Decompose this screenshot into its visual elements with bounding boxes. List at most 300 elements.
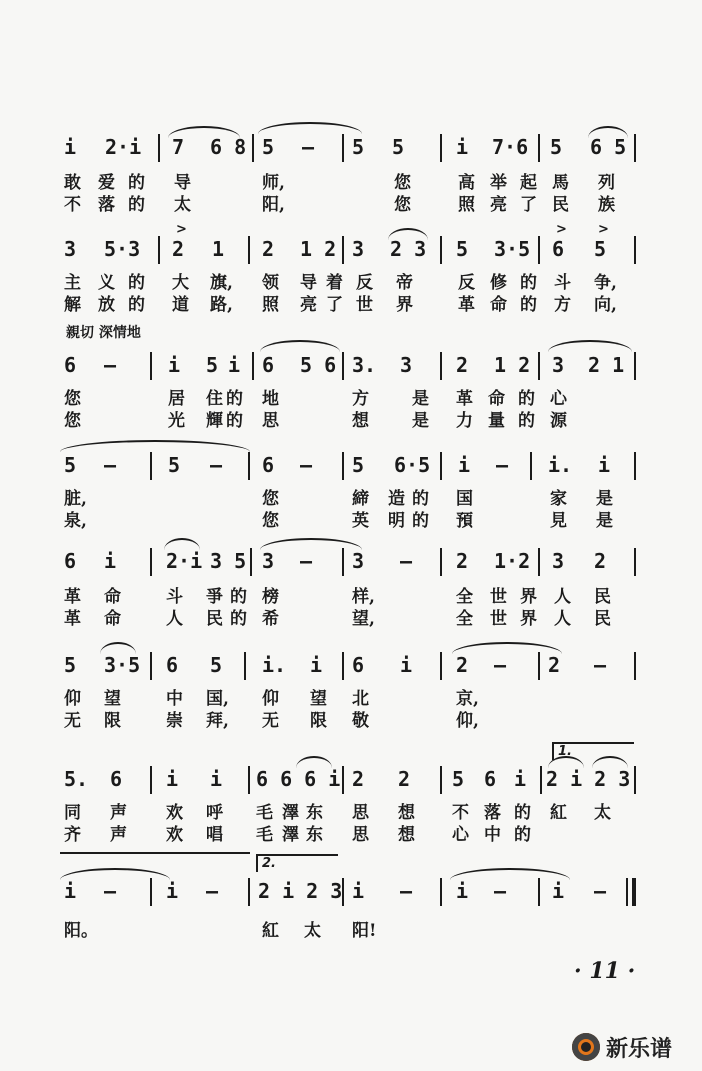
- note: –: [594, 653, 607, 677]
- lyric: 声: [110, 825, 127, 845]
- lyric: 呼: [206, 803, 223, 823]
- lyric: 家: [550, 489, 567, 509]
- barline: [634, 766, 636, 794]
- lyric: 地: [262, 389, 279, 409]
- slur: [388, 228, 428, 240]
- lyric: 世: [356, 295, 373, 315]
- barline: [342, 878, 344, 906]
- lyric: 革: [458, 295, 475, 315]
- lyric: 革: [64, 609, 81, 629]
- lyric: 太: [174, 195, 191, 215]
- lyric: 领: [262, 273, 279, 293]
- lyric: 的: [412, 511, 429, 531]
- lyric: 仰,: [456, 711, 479, 731]
- note: 2: [172, 237, 185, 261]
- lyric: 无: [262, 711, 279, 731]
- note: i: [228, 353, 241, 377]
- lyric: 落: [98, 195, 115, 215]
- barline: [150, 652, 152, 680]
- lyric: 北: [352, 689, 369, 709]
- lyric: 民: [594, 587, 611, 607]
- lyric: 源: [550, 411, 567, 431]
- note: –: [104, 453, 117, 477]
- lyric: 的: [128, 295, 145, 315]
- lyric: 想: [352, 411, 369, 431]
- lyric: 太: [304, 921, 321, 941]
- note: –: [210, 453, 223, 477]
- barline: [440, 236, 442, 264]
- lyric: 不: [452, 803, 469, 823]
- lyric: 泉,: [64, 511, 87, 531]
- note: 2: [456, 653, 469, 677]
- note: 5: [168, 453, 181, 477]
- note: i: [400, 653, 413, 677]
- lyric: 样,: [352, 587, 375, 607]
- lyric: 命: [490, 295, 507, 315]
- barline: [634, 652, 636, 680]
- lyric: 您: [394, 195, 411, 215]
- note: i: [166, 879, 179, 903]
- lyric: 国,: [206, 689, 229, 709]
- barline: [538, 134, 540, 162]
- barline: [440, 452, 442, 480]
- music-row-5: [0, 546, 702, 576]
- lyric: 的: [518, 389, 535, 409]
- lyric-row-6b: [0, 710, 702, 732]
- lyric: 的: [514, 825, 531, 845]
- accent-mark: >: [598, 222, 609, 237]
- note: i: [310, 653, 323, 677]
- note: –: [594, 879, 607, 903]
- note: 2: [456, 549, 469, 573]
- note: 6 5: [590, 135, 627, 159]
- lyric: 住: [206, 389, 223, 409]
- note: 5.: [64, 767, 89, 791]
- note: i.: [548, 453, 573, 477]
- note: 6: [64, 353, 77, 377]
- barline: [250, 548, 252, 576]
- lyric: 人: [554, 587, 571, 607]
- barline: [244, 652, 246, 680]
- note: –: [300, 549, 313, 573]
- note: 1 2: [300, 237, 337, 261]
- barline: [538, 548, 540, 576]
- note: –: [494, 653, 507, 677]
- volta-label: 2.: [262, 856, 276, 871]
- lyric: 的: [226, 389, 243, 409]
- barline: [634, 548, 636, 576]
- note: 2 i 2 3: [258, 879, 343, 903]
- note: 6 8: [210, 135, 247, 159]
- lyric: 造: [388, 489, 405, 509]
- lyric: 預: [456, 511, 473, 531]
- note: 6: [262, 353, 275, 377]
- lyric: 崇: [166, 711, 183, 731]
- barline: [342, 452, 344, 480]
- barline: [538, 236, 540, 264]
- lyric: 师,: [262, 173, 285, 193]
- lyric: 导: [174, 173, 191, 193]
- note: 5: [64, 453, 77, 477]
- note: 3: [352, 549, 365, 573]
- lyric: 望: [310, 689, 327, 709]
- lyric: 声: [110, 803, 127, 823]
- barline: [634, 452, 636, 480]
- note: 2: [594, 549, 607, 573]
- lyric: 界: [520, 609, 537, 629]
- lyric: 斗: [166, 587, 183, 607]
- barline: [440, 352, 442, 380]
- lyric: 反: [458, 273, 475, 293]
- slur: [164, 538, 200, 550]
- barline: [150, 352, 152, 380]
- watermark-logo: [572, 1030, 672, 1064]
- barline: [248, 766, 250, 794]
- note: i: [64, 135, 77, 159]
- slur: [588, 126, 628, 138]
- barline: [634, 236, 636, 264]
- lyric: 了: [326, 295, 343, 315]
- note: 3: [64, 237, 77, 261]
- barline: [342, 766, 344, 794]
- lyric-row-5a: [0, 586, 702, 608]
- lyric: 想: [398, 825, 415, 845]
- note: 5: [210, 653, 223, 677]
- lyric-row-4a: [0, 488, 702, 510]
- lyric: 爱: [98, 173, 115, 193]
- note: –: [300, 453, 313, 477]
- barline: [634, 134, 636, 162]
- slur: [450, 868, 570, 880]
- lyric: 反: [356, 273, 373, 293]
- lyric-row-7a: [0, 802, 702, 824]
- lyric: 的: [230, 587, 247, 607]
- note: 6: [64, 549, 77, 573]
- lyric: 締: [352, 489, 369, 509]
- volta-label: 1.: [558, 744, 572, 759]
- lyric: 着: [326, 273, 343, 293]
- barline: [158, 236, 160, 264]
- lyric: 馬: [552, 173, 569, 193]
- note: i: [514, 767, 527, 791]
- note: 2·i: [105, 135, 142, 159]
- lyric: 路,: [210, 295, 233, 315]
- lyric-row-8a: [0, 920, 702, 942]
- barline: [252, 134, 254, 162]
- note: i: [552, 879, 565, 903]
- lyric: 輝: [206, 411, 223, 431]
- lyric: 人: [166, 609, 183, 629]
- note: 6: [262, 453, 275, 477]
- lyric: 世: [490, 587, 507, 607]
- lyric: 民: [206, 609, 223, 629]
- lyric: 爭: [206, 587, 223, 607]
- barline: [342, 652, 344, 680]
- note: 2: [352, 767, 365, 791]
- lyric: 希: [262, 609, 279, 629]
- note: 3.: [352, 353, 377, 377]
- note: –: [400, 879, 413, 903]
- lyric: 脏,: [64, 489, 87, 509]
- barline: [540, 766, 542, 794]
- lyric-row-1a: [0, 172, 702, 194]
- watermark-text: 新乐谱: [606, 1036, 673, 1062]
- music-row-6: [0, 650, 702, 680]
- lyric: 見: [550, 511, 567, 531]
- lyric: 紅: [550, 803, 567, 823]
- slur: [168, 126, 240, 138]
- music-row-7: [0, 764, 702, 794]
- lyric: 起: [520, 173, 537, 193]
- volta-bracket-2: [256, 854, 338, 872]
- note: –: [494, 879, 507, 903]
- lyric: 方: [554, 295, 571, 315]
- lyric: 的: [226, 411, 243, 431]
- lyric: 无: [64, 711, 81, 731]
- lyric: 道: [172, 295, 189, 315]
- lyric: 是: [596, 511, 613, 531]
- lyric: 欢: [166, 803, 183, 823]
- note: –: [302, 135, 315, 159]
- note: 1·2: [494, 549, 531, 573]
- note: 3: [552, 549, 565, 573]
- barline: [248, 452, 250, 480]
- lyric: 向,: [594, 295, 617, 315]
- lyric: 想: [398, 803, 415, 823]
- lyric: 命: [104, 609, 121, 629]
- lyric: 命: [488, 389, 505, 409]
- lyric: 放: [98, 295, 115, 315]
- lyric: 思: [352, 803, 369, 823]
- lyric: 列: [598, 173, 615, 193]
- barline: [150, 878, 152, 906]
- lyric: 望,: [352, 609, 375, 629]
- barline: [440, 548, 442, 576]
- note: 5: [352, 453, 365, 477]
- note: 7: [172, 135, 185, 159]
- lyric: 榜: [262, 587, 279, 607]
- slur: [260, 538, 362, 550]
- barline: [530, 452, 532, 480]
- lyric: 齐: [64, 825, 81, 845]
- lyric: 的: [514, 803, 531, 823]
- note: 5: [64, 653, 77, 677]
- note: 2: [456, 353, 469, 377]
- note: 5: [352, 135, 365, 159]
- note: 6: [484, 767, 497, 791]
- note: 3 5: [210, 549, 247, 573]
- slur: [452, 642, 562, 654]
- lyric: 国: [456, 489, 473, 509]
- note: 6 6 6 i: [256, 767, 341, 791]
- barline: [440, 134, 442, 162]
- lyric: 居: [168, 389, 185, 409]
- lyric: 中: [166, 689, 183, 709]
- note: 5: [262, 135, 275, 159]
- note: 6: [110, 767, 123, 791]
- barline: [440, 766, 442, 794]
- repeat-barline: [248, 878, 250, 906]
- barline: [150, 452, 152, 480]
- note: i: [456, 879, 469, 903]
- lyric: 义: [98, 273, 115, 293]
- note: 2: [548, 653, 561, 677]
- lyric-row-2b: [0, 294, 702, 316]
- lyric: 高: [458, 173, 475, 193]
- lyric: 的: [520, 295, 537, 315]
- note: 5: [456, 237, 469, 261]
- final-barline: [626, 878, 628, 906]
- lyric: 您: [262, 489, 279, 509]
- note: –: [104, 353, 117, 377]
- lyric: 东: [306, 803, 323, 823]
- lyric: 您: [394, 173, 411, 193]
- lyric: 英: [352, 511, 369, 531]
- lyric: 敬: [352, 711, 369, 731]
- note: 3: [352, 237, 365, 261]
- lyric: 修: [490, 273, 507, 293]
- note: 6: [552, 237, 565, 261]
- note: 5: [594, 237, 607, 261]
- note: i.: [262, 653, 287, 677]
- barline: [538, 352, 540, 380]
- lyric-row-2a: [0, 272, 702, 294]
- barline: [150, 766, 152, 794]
- lyric: 导: [300, 273, 317, 293]
- lyric: 欢: [166, 825, 183, 845]
- note: 5: [550, 135, 563, 159]
- lyric: 世: [490, 609, 507, 629]
- note: 2: [262, 237, 275, 261]
- lyric: 界: [520, 587, 537, 607]
- lyric-row-3a: [0, 388, 702, 410]
- lyric: 命: [104, 587, 121, 607]
- lyric: 是: [596, 489, 613, 509]
- note: 3·5: [104, 653, 141, 677]
- lyric: 照: [262, 295, 279, 315]
- note: i: [210, 767, 223, 791]
- lyric: 不: [64, 195, 81, 215]
- lyric: 的: [230, 609, 247, 629]
- note: –: [400, 549, 413, 573]
- lyric: 唱: [206, 825, 223, 845]
- note: i: [456, 135, 469, 159]
- lyric: 力: [456, 411, 473, 431]
- note: 1 2: [494, 353, 531, 377]
- lyric: 大: [172, 273, 189, 293]
- lyric: 落: [484, 803, 501, 823]
- slur: [60, 868, 170, 880]
- lyric: 京,: [456, 689, 479, 709]
- barline: [342, 352, 344, 380]
- note: 5: [452, 767, 465, 791]
- lyric: 阳。: [64, 921, 98, 941]
- note: 3·5: [494, 237, 531, 261]
- lyric-row-6a: [0, 688, 702, 710]
- lyric: 是: [412, 389, 429, 409]
- lyric: 限: [104, 711, 121, 731]
- slur: [100, 642, 136, 654]
- note: 7·6: [492, 135, 529, 159]
- lyric: 亮: [490, 195, 507, 215]
- lyric: 了: [520, 195, 537, 215]
- lyric: 您: [262, 511, 279, 531]
- lyric: 全: [456, 587, 473, 607]
- barline: [150, 548, 152, 576]
- note: 2: [398, 767, 411, 791]
- lyric: 人: [554, 609, 571, 629]
- barline: [252, 352, 254, 380]
- tie-line: [60, 852, 250, 854]
- lyric: 族: [598, 195, 615, 215]
- lyric: 解: [64, 295, 81, 315]
- note: 5: [206, 353, 219, 377]
- note: 5·3: [104, 237, 141, 261]
- barline: [440, 878, 442, 906]
- lyric: 光: [168, 411, 185, 431]
- note: i: [598, 453, 611, 477]
- lyric-row-4b: [0, 510, 702, 532]
- lyric: 旗,: [210, 273, 233, 293]
- note: i: [458, 453, 471, 477]
- note: 2 1: [588, 353, 625, 377]
- slur: [548, 340, 632, 352]
- barline: [538, 652, 540, 680]
- slur: [258, 122, 362, 134]
- note: 5: [392, 135, 405, 159]
- lyric: 思: [262, 411, 279, 431]
- lyric: 明: [388, 511, 405, 531]
- music-row-2: [0, 234, 702, 264]
- lyric: 是: [412, 411, 429, 431]
- lyric: 限: [310, 711, 327, 731]
- lyric: 太: [594, 803, 611, 823]
- music-row-8: [0, 876, 702, 906]
- lyric: 您: [64, 411, 81, 431]
- lyric: 争,: [594, 273, 617, 293]
- barline: [342, 134, 344, 162]
- lyric: 亮: [300, 295, 317, 315]
- note: 6: [166, 653, 179, 677]
- lyric: 心: [452, 825, 469, 845]
- lyric: 举: [490, 173, 507, 193]
- lyric: 革: [456, 389, 473, 409]
- note: i: [64, 879, 77, 903]
- music-row-4: [0, 450, 702, 480]
- lyric: 照: [458, 195, 475, 215]
- note: 2 3: [390, 237, 427, 261]
- lyric: 方: [352, 389, 369, 409]
- lyric-row-7b: [0, 824, 702, 846]
- lyric: 量: [488, 411, 505, 431]
- lyric-row-3b: [0, 410, 702, 432]
- lyric: 中: [484, 825, 501, 845]
- barline: [342, 236, 344, 264]
- lyric: 的: [128, 273, 145, 293]
- lyric: 的: [518, 411, 535, 431]
- barline: [158, 134, 160, 162]
- note: i: [104, 549, 117, 573]
- note: i: [166, 767, 179, 791]
- accent-mark: >: [556, 222, 567, 237]
- lyric-row-1b: [0, 194, 702, 216]
- lyric: 心: [550, 389, 567, 409]
- barline: [634, 352, 636, 380]
- lyric: 民: [594, 609, 611, 629]
- lyric: 的: [128, 195, 145, 215]
- note: –: [206, 879, 219, 903]
- lyric: 望: [104, 689, 121, 709]
